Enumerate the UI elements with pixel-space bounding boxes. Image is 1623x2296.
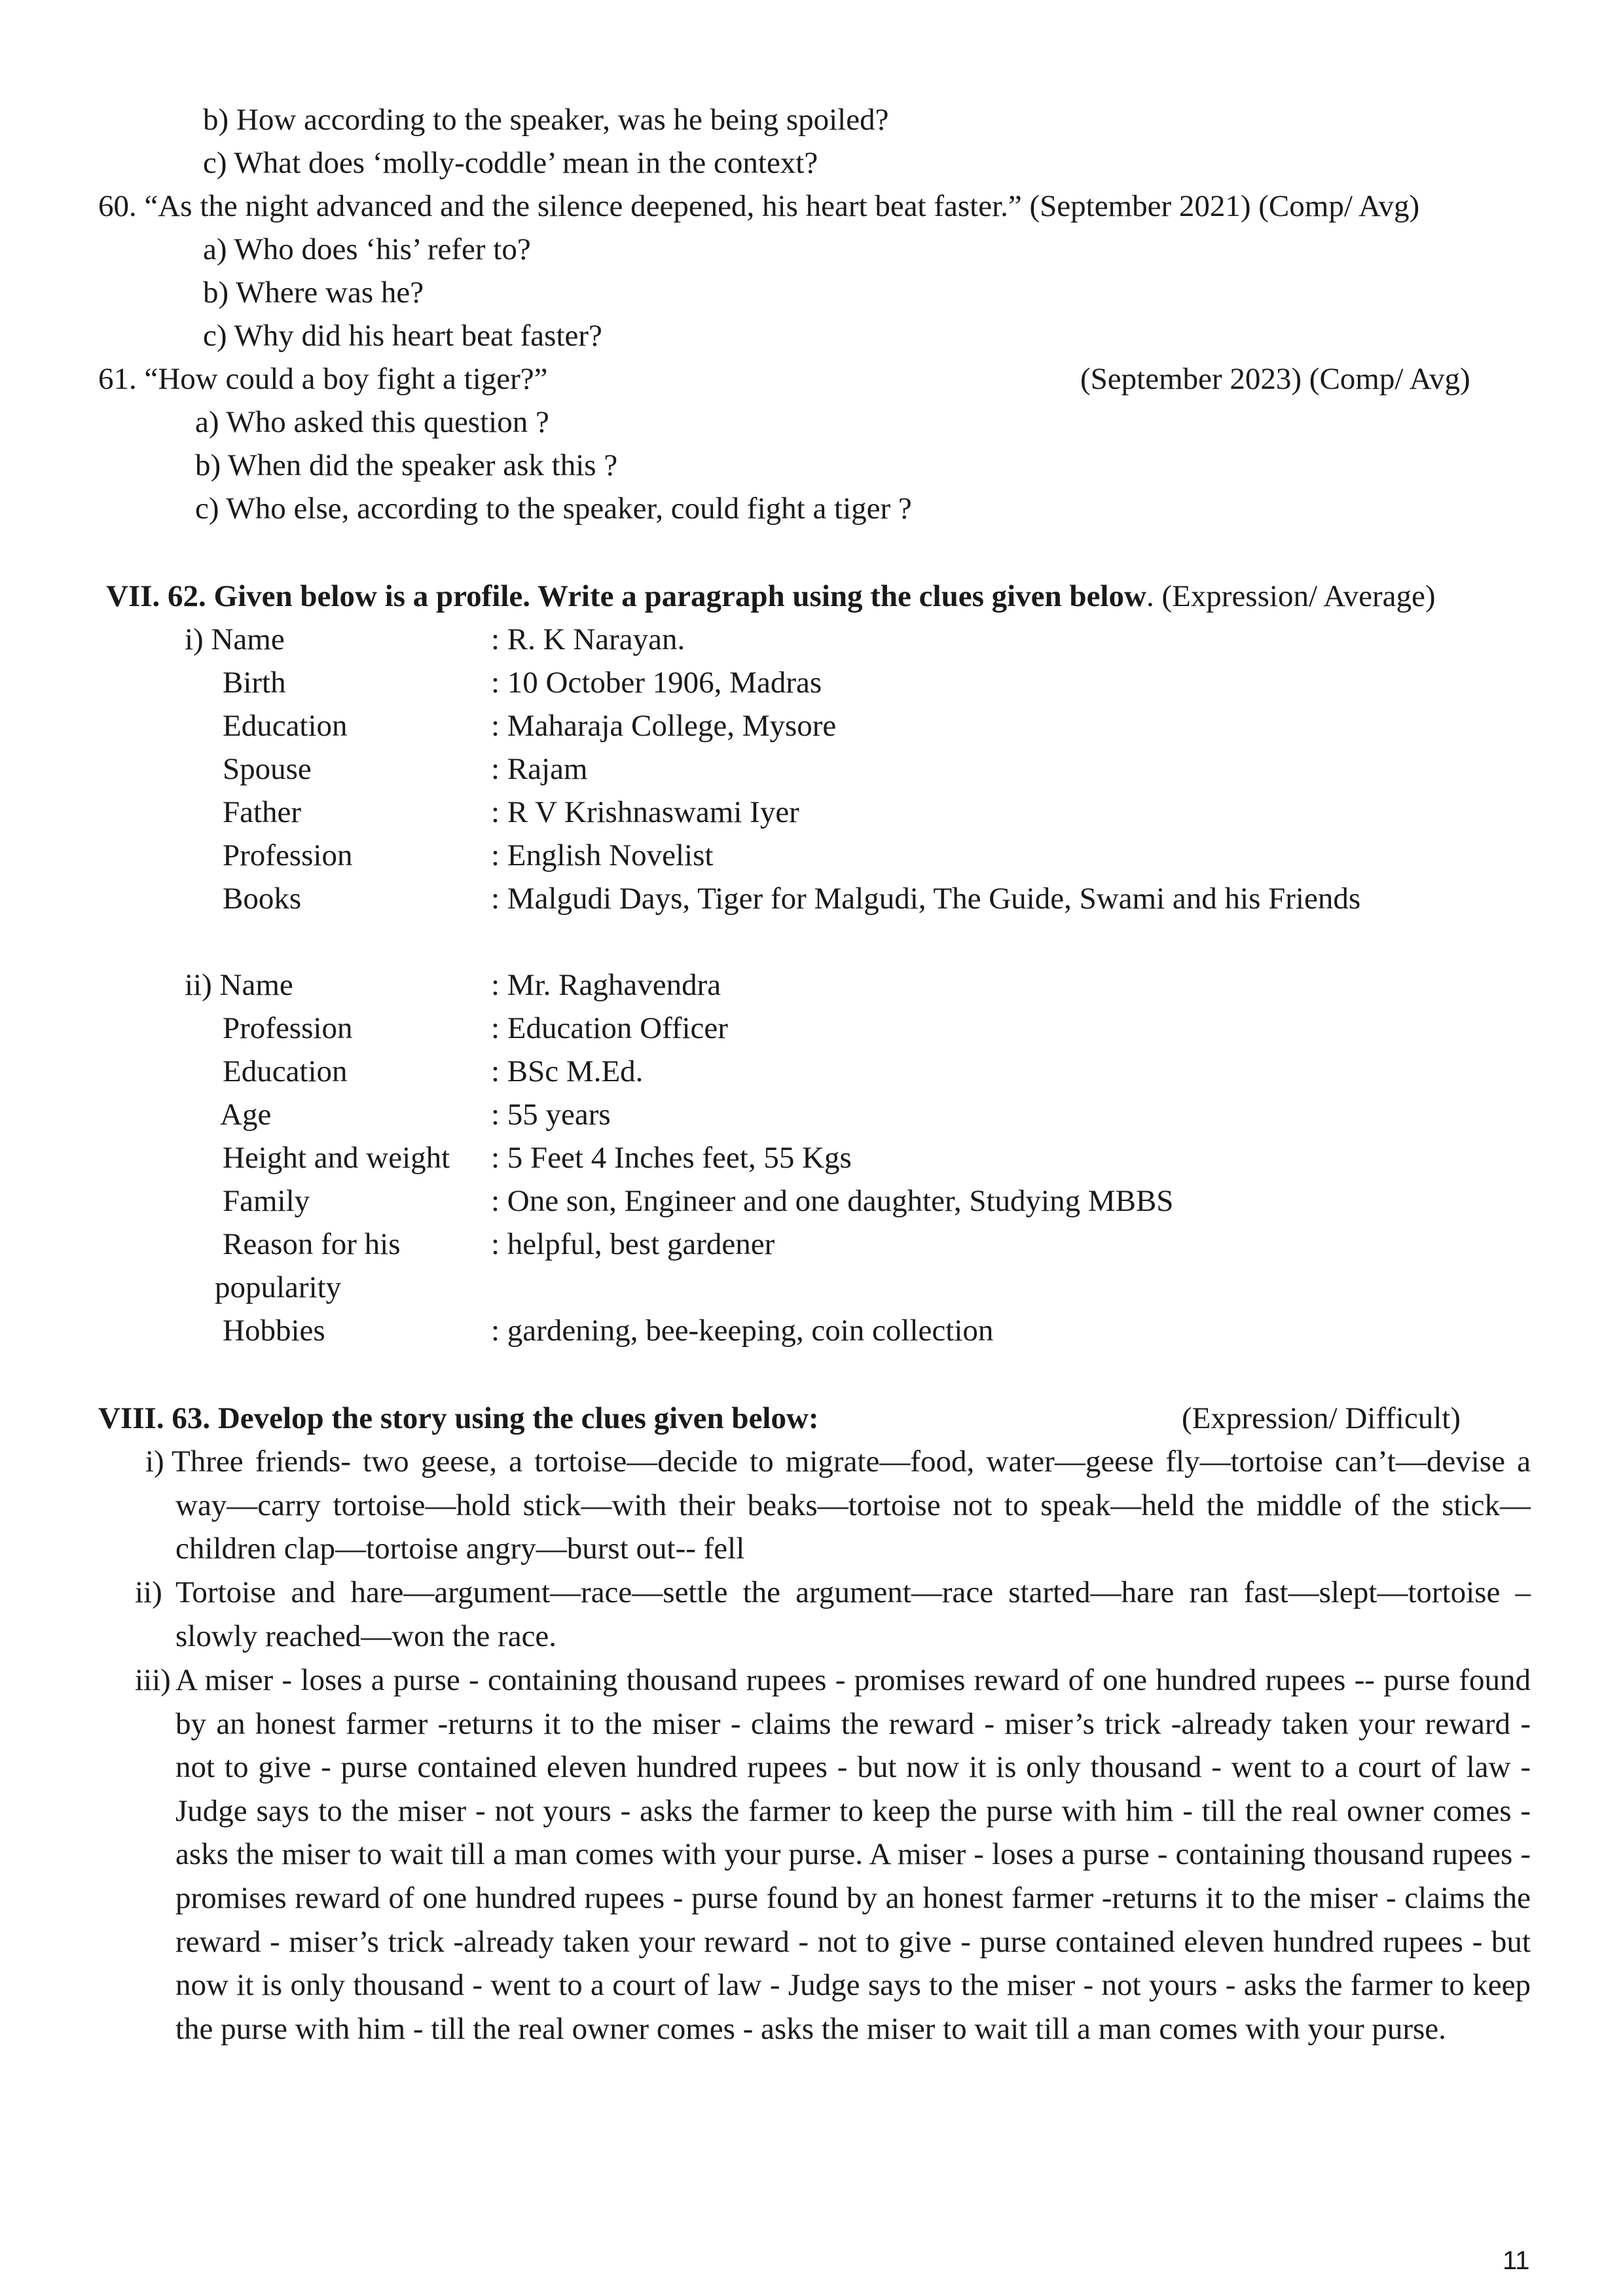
profile2-value: : 5 Feet 4 Inches feet, 55 Kgs <box>491 1141 852 1175</box>
story-3-text: A miser - loses a purse - containing thousand rupees - promises reward of one hundred rupees -- purse found by an honest farmer -returns it to the miser - claims the reward - miser’s trick -already taken your reward - not to give - purse contained eleven hundred rupees - but now it is only thousand - went to a court of law - Judge says to the miser - not yours - asks the farmer to keep the purse with him - till the real owner comes - asks the miser to wait till a man comes with your purse. A miser - loses a purse - containing thousand rupees - promises reward of one hundred rupees - purse found by an honest farmer -returns it to the miser - claims the reward - miser’s trick -already taken your reward - not to give - purse contained eleven hundred rupees - but now it is only thousand - went to a court of law - Judge says to the miser - not yours - asks the farmer to keep the purse with him - till the real owner comes - asks the miser to wait till a man comes with your purse. <box>175 1663 1531 2046</box>
profile2-value: : BSc M.Ed. <box>491 1054 644 1088</box>
profile2-key: Height and weight <box>223 1141 450 1175</box>
question-59-b: b) How according to the speaker, was he being spoiled? <box>203 103 889 137</box>
section-viii-heading: VIII. 63. Develop the story using the clues given below: <box>98 1401 819 1435</box>
question-59-c: c) What does ‘molly-coddle’ mean in the context? <box>203 146 818 180</box>
profile1-key: Birth <box>223 666 286 700</box>
profile1-key: Education <box>223 709 348 743</box>
section-viii-tag: (Expression/ Difficult) <box>1182 1401 1461 1435</box>
profile2-key: Education <box>223 1054 348 1088</box>
profile2-value: : Education Officer <box>491 1011 728 1045</box>
profile1-key: Books <box>223 882 302 916</box>
profile2-key: Family <box>223 1184 310 1218</box>
story-1-text: Three friends- two geese, a tortoise—decide to migrate—food, water—geese fly—tortoise can’t—devise a way—carry tortoise—hold stick—with their beaks—tortoise not to speak—held the middle of the stick—children clap—tortoise angry—burst out-- fell <box>172 1444 1531 1566</box>
profile2-key: Hobbies <box>223 1314 325 1348</box>
question-60-b: b) Where was he? <box>203 276 424 310</box>
story-1-label: i) <box>145 1444 164 1479</box>
profile1-key: Spouse <box>223 752 312 786</box>
profile2-value: : One son, Engineer and one daughter, Studying MBBS <box>491 1184 1174 1218</box>
question-61-b: b) When did the speaker ask this ? <box>195 448 618 482</box>
profile1-value: : Malgudi Days, Tiger for Malgudi, The Guide, Swami and his Friends <box>491 882 1361 916</box>
question-60-a: a) Who does ‘his’ refer to? <box>203 232 531 266</box>
profile2-value: : Mr. Raghavendra <box>491 968 721 1002</box>
story-2-text: Tortoise and hare—argument—race—settle the argument—race started—hare ran fast—slept—tortoise –slowly reached—won the race. <box>175 1575 1531 1653</box>
profile1-value: : Maharaja College, Mysore <box>491 709 837 743</box>
profile1-key: i) Name <box>185 622 285 656</box>
profile2-key: ii) Name <box>185 968 293 1002</box>
page-number: 11 <box>1503 2246 1530 2275</box>
question-61-a: a) Who asked this question ? <box>195 405 549 439</box>
profile1-key: Father <box>223 795 302 829</box>
profile2-value: : helpful, best gardener <box>491 1227 775 1261</box>
section-vii-heading <box>106 575 1436 618</box>
profile2-value: : gardening, bee-keeping, coin collection <box>491 1314 994 1348</box>
section-vii-title: VII. 62. Given below is a profile. Write a paragraph using the clues given below <box>106 579 1146 613</box>
question-61-c: c) Who else, according to the speaker, could fight a tiger ? <box>195 492 912 526</box>
profile2-value: : 55 years <box>491 1098 611 1132</box>
section-vii-tag: . (Expression/ Average) <box>1146 579 1436 613</box>
profile1-value: : 10 October 1906, Madras <box>491 666 822 700</box>
question-61: 61. “How could a boy fight a tiger?” <box>98 362 548 396</box>
profile2-key: Profession <box>223 1011 353 1045</box>
question-60: 60. “As the night advanced and the silence deepened, his heart beat faster.” (September 2021) (Comp/ Avg) <box>98 189 1420 223</box>
story-2-label: ii) <box>135 1575 162 1609</box>
profile1-value: : R V Krishnaswami Iyer <box>491 795 799 829</box>
question-60-c: c) Why did his heart beat faster? <box>203 319 602 353</box>
profile2-key: popularity <box>215 1270 342 1304</box>
question-61-tag: (September 2023) (Comp/ Avg) <box>1080 362 1470 396</box>
profile2-key: Age <box>220 1098 272 1132</box>
story-3-label: iii) <box>135 1663 171 1697</box>
profile1-value: : R. K Narayan. <box>491 622 685 656</box>
profile1-value: : English Novelist <box>491 838 714 872</box>
profile1-value: : Rajam <box>491 752 588 786</box>
profile1-key: Profession <box>223 838 353 872</box>
profile2-key: Reason for his <box>223 1227 401 1261</box>
